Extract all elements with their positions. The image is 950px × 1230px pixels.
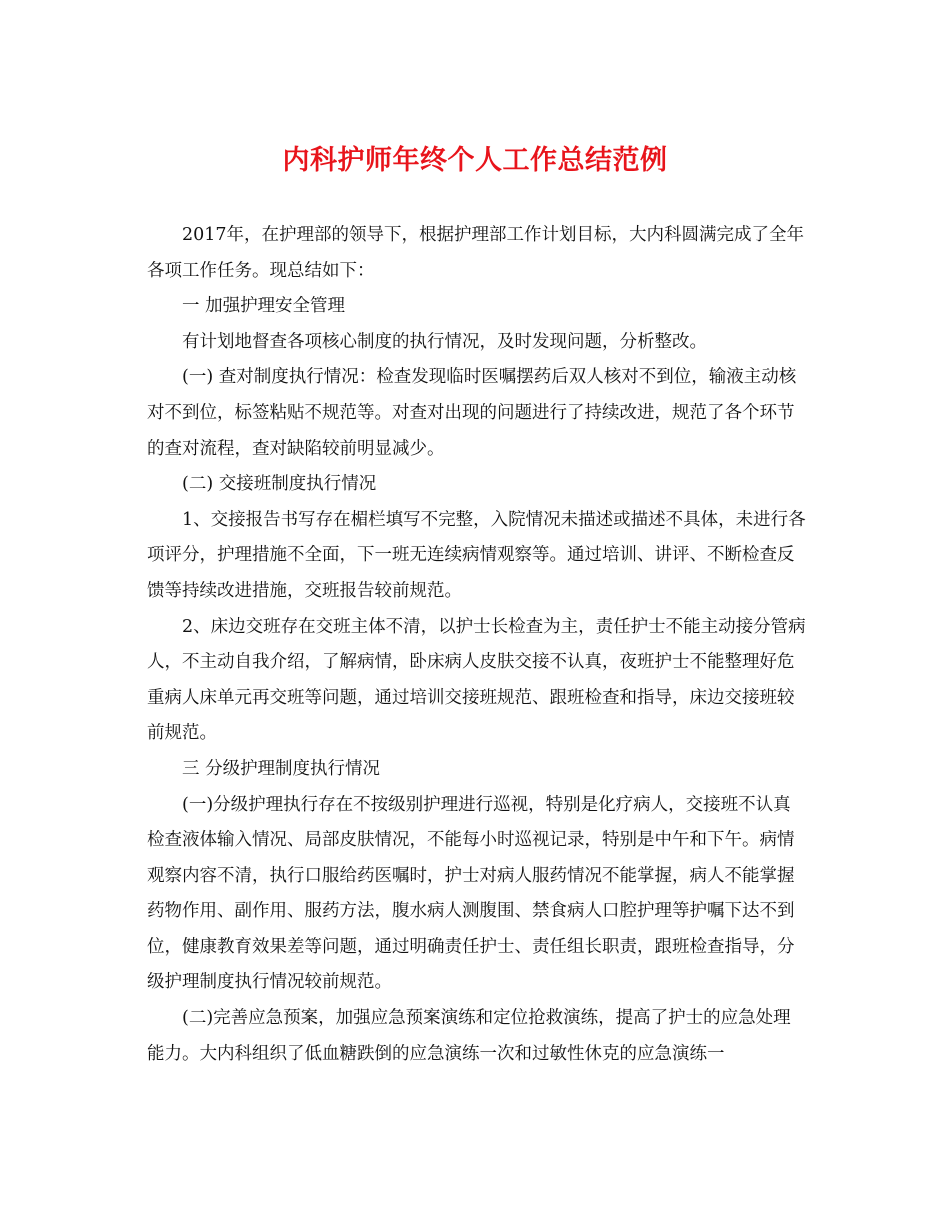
paragraph-handover-report: 1、交接报告书写存在楣栏填写不完整，入院情况未描述或描述不具体，未进行各项评分，护理措施不全面，下一班无连续病情观察等。通过培训、讲评、不断检查反馈等持续改进措施，交班报告较前规范。 <box>147 509 806 601</box>
paragraph-supervision: 有计划地督查各项核心制度的执行情况，及时发现问题，分析整改。 <box>182 331 707 352</box>
paragraph-emergency-plan: (二)完善应急预案，加强应急预案演练和定位抢救演练，提高了护士的应急处理能力。大内科组织了低血糖跌倒的应急演练一次和过敏性休克的应急演练一 <box>147 1008 791 1064</box>
document-title: 内科护师年终个人工作总结范例 <box>282 145 668 176</box>
subheading-handover: (二) 交接班制度执行情况 <box>182 474 377 495</box>
paragraph-intro: 2017年，在护理部的领导下，根据护理部工作计划目标，大内科圆满完成了全年各项工作任务。现总结如下： <box>147 225 805 281</box>
paragraph-check-system: (一) 查对制度执行情况：检查发现临时医嘱摆药后双人核对不到位，输液主动核对不到位，标签粘贴不规范等。对查对出现的问题进行了持续改进，规范了各个环节的查对流程，查对缺陷较前明显减少。 <box>147 367 797 459</box>
document-body <box>147 218 807 1072</box>
paragraph-bedside-handover: 2、床边交班存在交班主体不清，以护士长检查为主，责任护士不能主动接分管病人，不主动自我介绍，了解病情，卧床病人皮肤交接不认真，夜班护士不能整理好危重病人床单元再交班等问题，通过培训交接班规范、跟班检查和指导，床边交接班较前规范。 <box>147 616 806 744</box>
section-heading-graded-care: 三 分级护理制度执行情况 <box>182 758 381 779</box>
section-heading-safety: 一 加强护理安全管理 <box>182 296 346 317</box>
paragraph-graded-care: (一)分级护理执行存在不按级别护理进行巡视，特别是化疗病人，交接班不认真检查液体输入情况、局部皮肤情况，不能每小时巡视记录，特别是中午和下午。病情观察内容不清，执行口服给药医嘱时，护士对病人服药情况不能掌握，病人不能掌握药物作用、副作用、服药方法，腹水病人测腹围、禁食病人口腔护理等护嘱下达不到位，健康教育效果差等问题，通过明确责任护士、责任组长职责，跟班检查指导，分级护理制度执行情况较前规范。 <box>147 794 795 993</box>
